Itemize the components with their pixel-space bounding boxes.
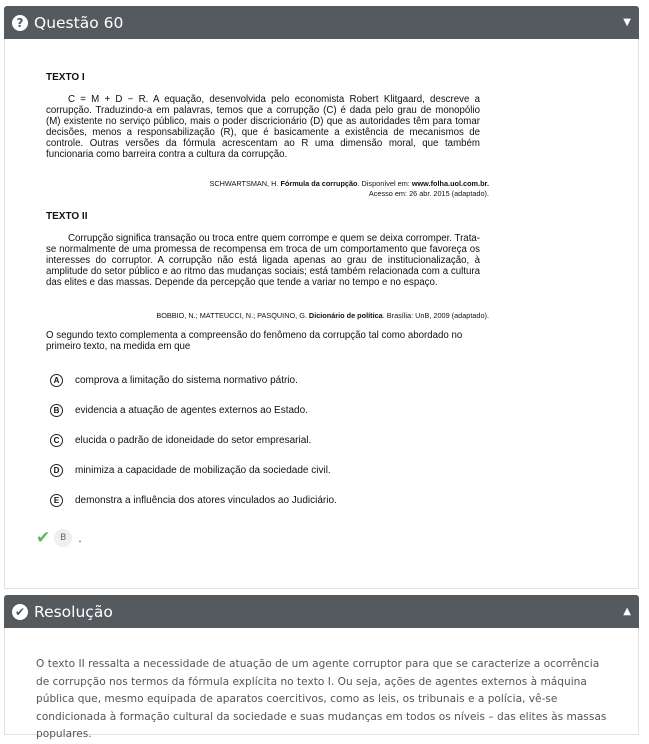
text2-heading: TEXTO II <box>46 211 88 222</box>
check-circle-icon: ✔ <box>12 604 28 620</box>
text1-source-author: SCHWARTSMAN, H. <box>209 179 281 188</box>
answer-key <box>36 528 82 548</box>
option-e[interactable] <box>50 494 337 507</box>
text1-source-access: Acesso em: 26 abr. 2015 (adaptado). <box>368 189 489 198</box>
question-circle-icon: ? <box>12 15 28 31</box>
text2-paragraph: Corrupção significa transação ou troca entre quem corrompe e quem se deixa corromper. Trata-se normalmente de uma promessa de recompensa em troca de um comportamento que favoreça os interesses do corruptor. A corrupção não está ligada apenas ao grau de institucionalização, à amplitude do setor público e ao ritmo das mudanças sociais; está também relacionada com a cultura das elites e das massas. Depende da percepção que tende a variar no tempo e no espaço. <box>46 233 480 288</box>
caret-up-icon[interactable]: ▲ <box>623 606 631 617</box>
option-text: elucida o padrão de idoneidade do setor empresarial. <box>75 435 312 446</box>
question-title: Questão 60 <box>34 13 124 32</box>
resolution-title: Resolução <box>34 602 113 621</box>
text1-body <box>46 94 480 160</box>
text1-paragraph: C = M + D − R. A equação, desenvolvida pelo economista Robert Klitgaard, descreve a corrupção. Traduzindo-a em palavras, temos que a corrupção (C) é dada pelo grau de monopólio (M) existente no serviço público, mais o poder discricionário (D) que as autoridades têm para tomar decisões, menos a responsabilização (R), que é basicamente a existência de mecanismos de controle. Outras versões da fórmula acrescentam ao R uma dimensão moral, que também funcionaria como barreira contra a cultura da corrupção. <box>46 94 480 160</box>
text2-source-rest: . Brasília: UnB, 2009 (adaptado). <box>382 311 489 320</box>
option-letter: A <box>50 374 63 387</box>
option-text: comprova a limitação do sistema normativo pátrio. <box>75 375 298 386</box>
text1-heading: TEXTO I <box>46 72 85 83</box>
question-panel-header[interactable] <box>4 6 639 39</box>
text2-body <box>46 233 480 288</box>
option-text: evidencia a atuação de agentes externos ao Estado. <box>75 405 308 416</box>
text1-source-url: www.folha.uol.com.br. <box>411 179 489 188</box>
option-letter: B <box>50 404 63 417</box>
option-text: minimiza a capacidade de mobilização da sociedade civil. <box>75 465 331 476</box>
answer-badge: B <box>54 529 72 547</box>
resolution-panel-header[interactable] <box>4 595 639 628</box>
text2-source-title: Dicionário de política <box>308 311 383 320</box>
option-d[interactable] <box>50 464 331 477</box>
text1-source-rest: . Disponível em: <box>357 179 412 188</box>
question-prompt: O segundo texto complementa a compreensão do fenômeno da corrupção tal como abordado no primeiro texto, na medida em que <box>46 330 463 352</box>
text2-source <box>156 311 489 321</box>
option-letter: C <box>50 434 63 447</box>
resolution-text: O texto II ressalta a necessidade de atuação de um agente corruptor para que se caracterize a ocorrência de corrupção nos termos da fórmula explícita no texto I. Ou seja, ações de agentes externos à máquina pública que, mesmo equipada de aparatos coercitivos, como as leis, os tribunais e a polícia, vê-se condicionada à formação cultural da sociedade e suas mudanças em todos os níveis – das elites às massas populares. <box>36 658 607 740</box>
option-a[interactable] <box>50 374 298 387</box>
option-c[interactable] <box>50 434 311 447</box>
option-letter: D <box>50 464 63 477</box>
text1-source-title: Fórmula da corrupção <box>280 179 358 188</box>
option-letter: E <box>50 494 63 507</box>
checkmark-icon: ✔ <box>36 528 51 548</box>
option-b[interactable] <box>50 404 308 417</box>
option-text: demonstra a influência dos atores vinculados ao Judiciário. <box>75 495 337 506</box>
text2-source-author: BOBBIO, N.; MATTEUCCI, N.; PASQUINO, G. <box>156 311 309 320</box>
caret-down-icon[interactable]: ▼ <box>623 17 631 28</box>
text1-source <box>209 179 489 199</box>
answer-suffix: . <box>78 531 82 545</box>
